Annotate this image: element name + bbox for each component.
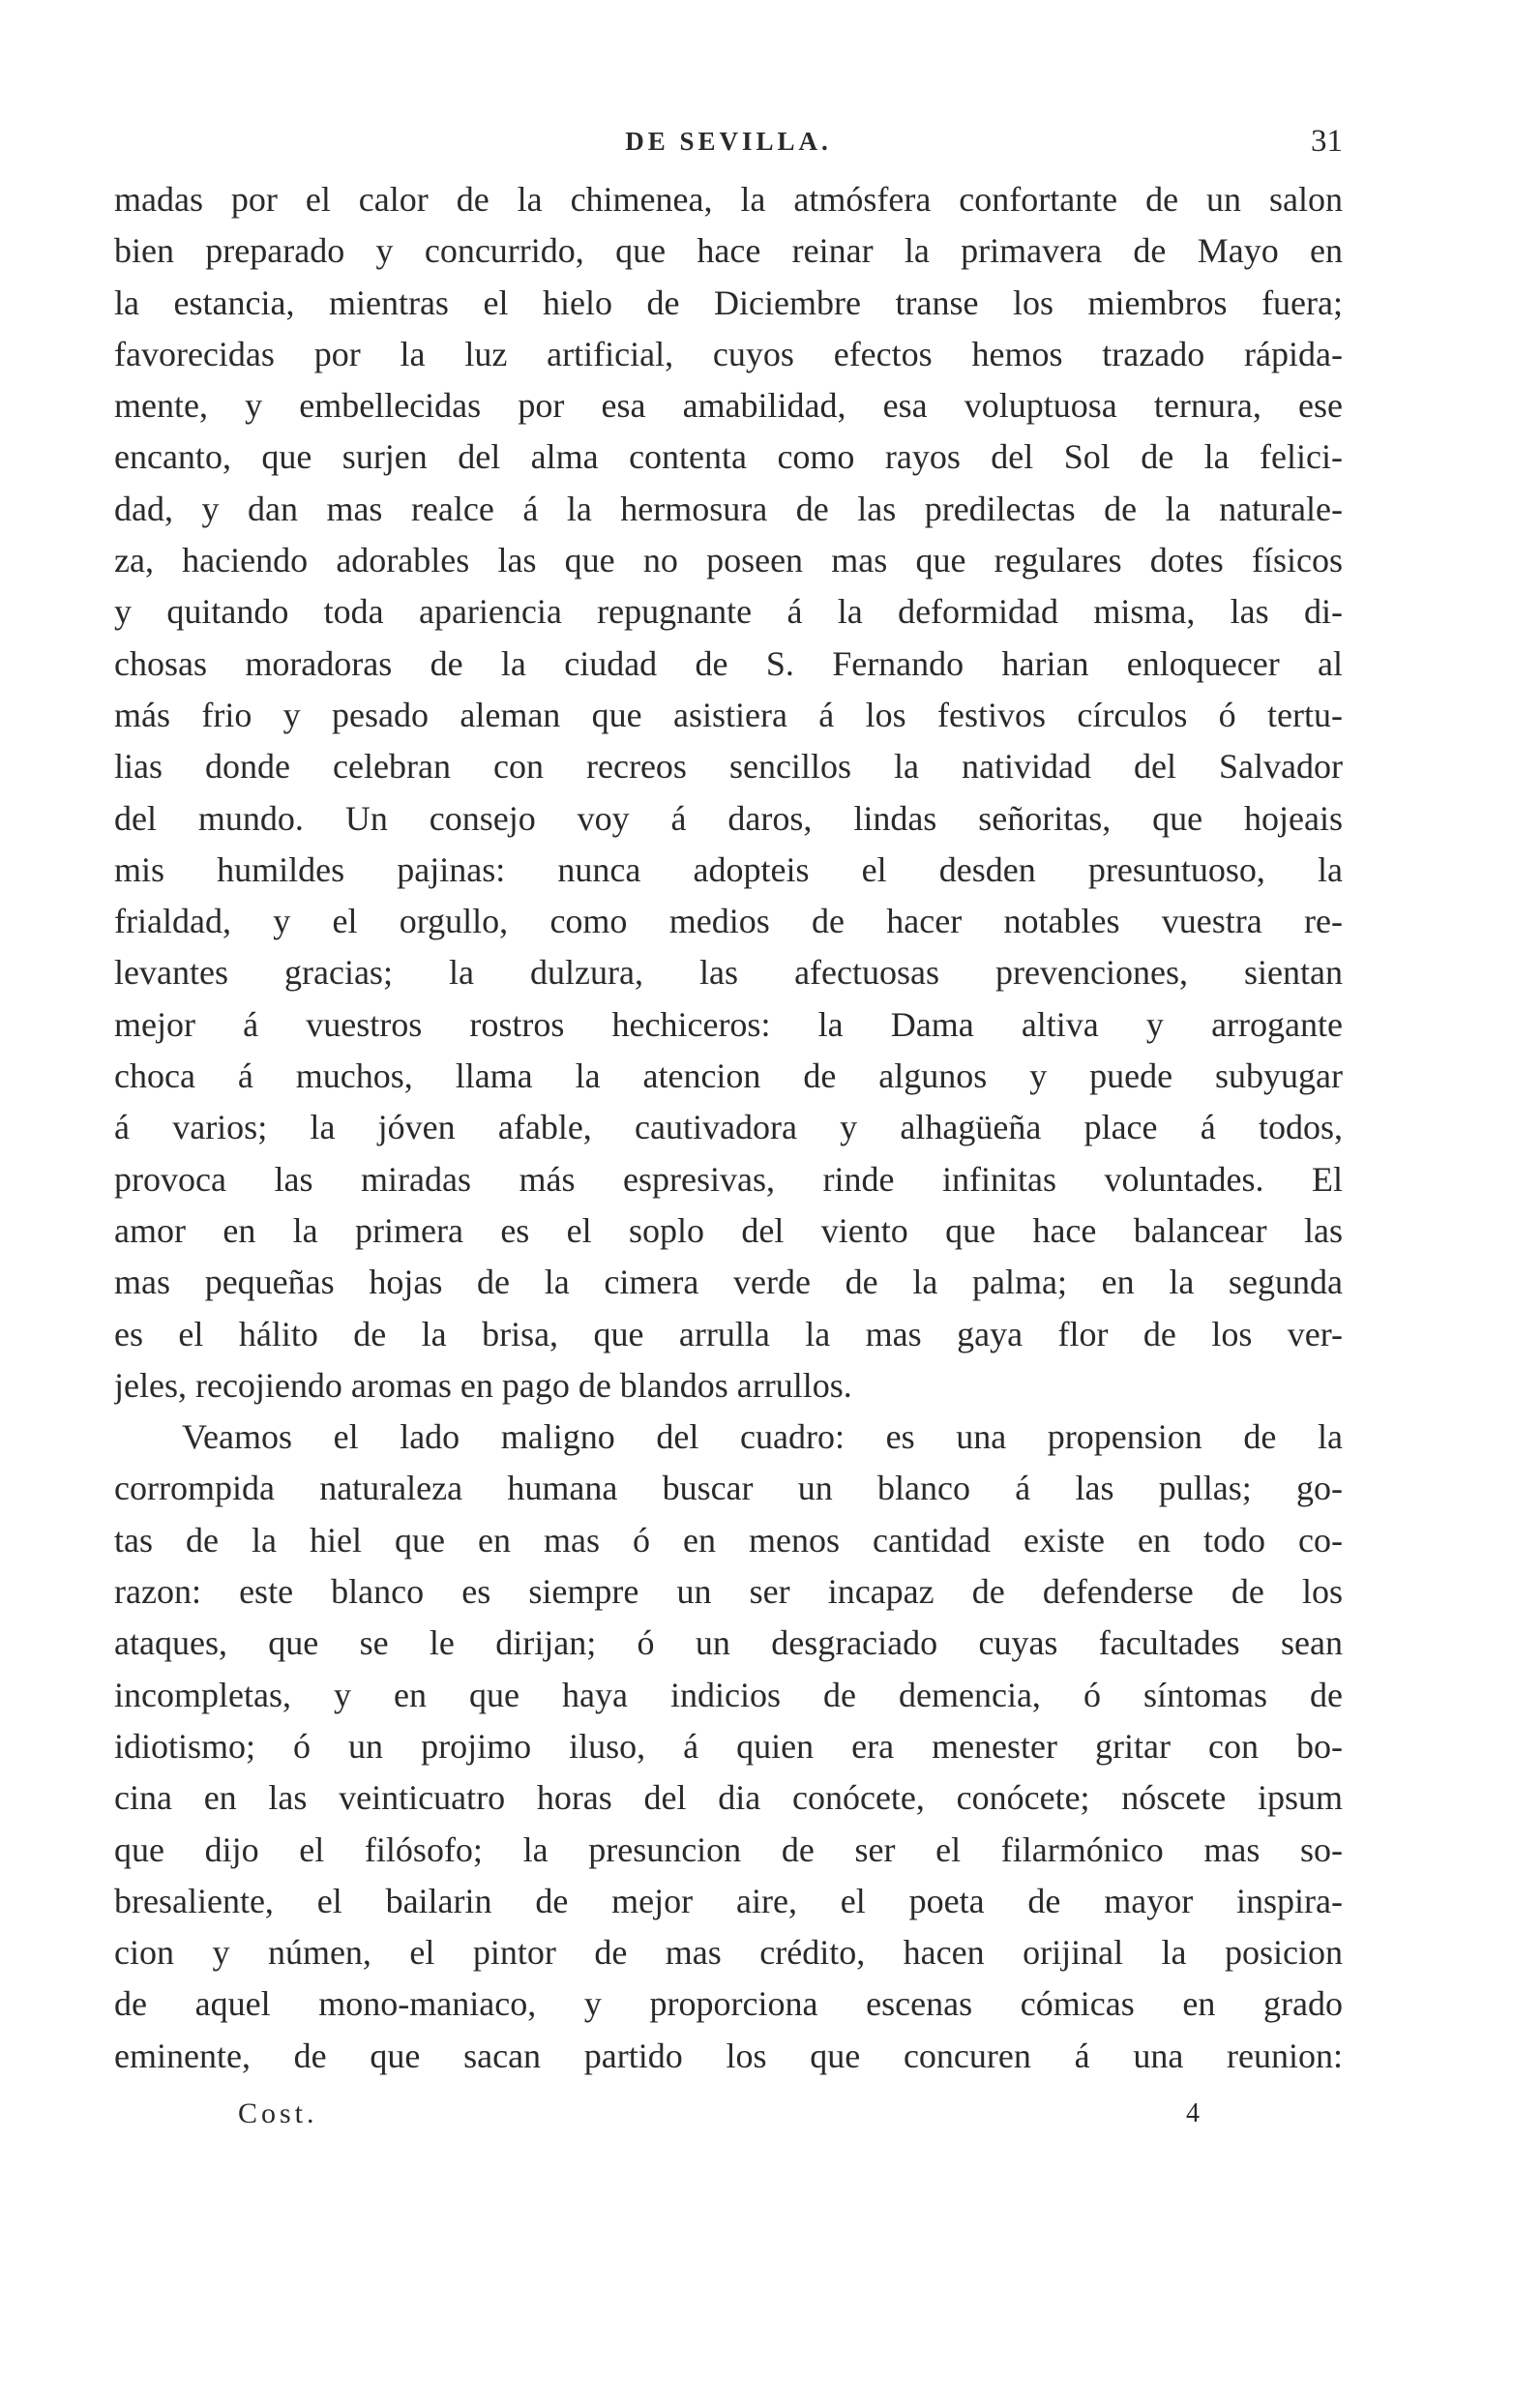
signature-label: Cost. <box>238 2097 318 2129</box>
text-line: que dijo el filósofo; la presuncion de ser el filarmónico mas so- <box>114 1829 1343 1869</box>
text-line: dad, y dan mas realce á la hermosura de las predilectas de la naturale- <box>114 489 1343 528</box>
text-line: cion y númen, el pintor de mas crédito, hacen orijinal la posicion <box>114 1933 1343 1973</box>
text-line: tas de la hiel que en mas ó en menos cantidad existe en todo co- <box>114 1520 1343 1560</box>
text-line: mejor á vuestros rostros hechiceros: la Dama altiva y arrogante <box>114 1004 1343 1044</box>
text-line: y quitando toda apariencia repugnante á la deformidad misma, las di- <box>114 592 1343 632</box>
text-line: de aquel mono-maniaco, y proporciona escenas cómicas en grado <box>114 1984 1343 2024</box>
text-line: madas por el calor de la chimenea, la atmósfera confortante de un salon <box>114 180 1343 219</box>
text-line: bresaliente, el bailarin de mejor aire, el poeta de mayor inspira- <box>114 1881 1343 1920</box>
running-title: DE SEVILLA. <box>625 127 832 156</box>
page-footer <box>114 2093 1343 2135</box>
text-line: incompletas, y en que haya indicios de demencia, ó síntomas de <box>114 1675 1343 1714</box>
text-line: es el hálito de la brisa, que arrulla la mas gaya flor de los ver- <box>114 1314 1343 1353</box>
running-head <box>114 120 1343 163</box>
paragraph-end-line: jeles, recojiendo aromas en pago de blandos arrullos. <box>114 1365 852 1405</box>
text-line: razon: este blanco es siempre un ser incapaz de defenderse de los <box>114 1572 1343 1612</box>
text-line: za, haciendo adorables las que no poseen mas que regulares dotes físicos <box>114 541 1343 580</box>
text-line: frialdad, y el orgullo, como medios de hacer notables vuestra re- <box>114 902 1343 941</box>
paragraph-start-line: Veamos el lado maligno del cuadro: es una propension de la <box>182 1417 1343 1457</box>
text-line: encanto, que surjen del alma contenta como rayos del Sol de la felici- <box>114 437 1343 477</box>
text-line: la estancia, mientras el hielo de Diciembre transe los miembros fuera; <box>114 282 1343 322</box>
text-line: más frio y pesado aleman que asistiera á los festivos círculos ó tertu- <box>114 695 1343 734</box>
text-line: choca á muchos, llama la atencion de algunos y puede subyugar <box>114 1056 1343 1096</box>
text-line: del mundo. Un consejo voy á daros, lindas señoritas, que hojeais <box>114 798 1343 838</box>
text-line: amor en la primera es el soplo del viento que hace balancear las <box>114 1210 1343 1250</box>
signature-number: 4 <box>1186 2098 1200 2128</box>
text-line: ataques, que se le dirijan; ó un desgraciado cuyas facultades sean <box>114 1623 1343 1663</box>
text-line: á varios; la jóven afable, cautivadora y alhagüeña place á todos, <box>114 1108 1343 1147</box>
text-line: idiotismo; ó un projimo iluso, á quien era menester gritar con bo- <box>114 1726 1343 1766</box>
text-line: mas pequeñas hojas de la cimera verde de la palma; en la segunda <box>114 1263 1343 1302</box>
text-line: mis humildes pajinas: nunca adopteis el desden presuntuoso, la <box>114 849 1343 889</box>
body-text <box>114 174 1343 2082</box>
text-line: eminente, de que sacan partido los que concuren á una reunion: <box>114 2036 1343 2075</box>
text-line: levantes gracias; la dulzura, las afectuosas prevenciones, sientan <box>114 953 1343 993</box>
text-line: favorecidas por la luz artificial, cuyos efectos hemos trazado rápida- <box>114 334 1343 373</box>
page-number: 31 <box>1311 124 1343 159</box>
text-line: bien preparado y concurrido, que hace reinar la primavera de Mayo en <box>114 231 1343 271</box>
text-line: mente, y embellecidas por esa amabilidad, esa voluptuosa ternura, ese <box>114 386 1343 426</box>
text-line: chosas moradoras de la ciudad de S. Fernando harian enloquecer al <box>114 643 1343 683</box>
text-line: provoca las miradas más espresivas, rinde infinitas voluntades. El <box>114 1159 1343 1199</box>
text-line: lias donde celebran con recreos sencillos la natividad del Salvador <box>114 747 1343 787</box>
text-line: cina en las veinticuatro horas del dia conócete, conócete; nóscete ipsum <box>114 1778 1343 1818</box>
text-line: corrompida naturaleza humana buscar un blanco á las pullas; go- <box>114 1469 1343 1508</box>
